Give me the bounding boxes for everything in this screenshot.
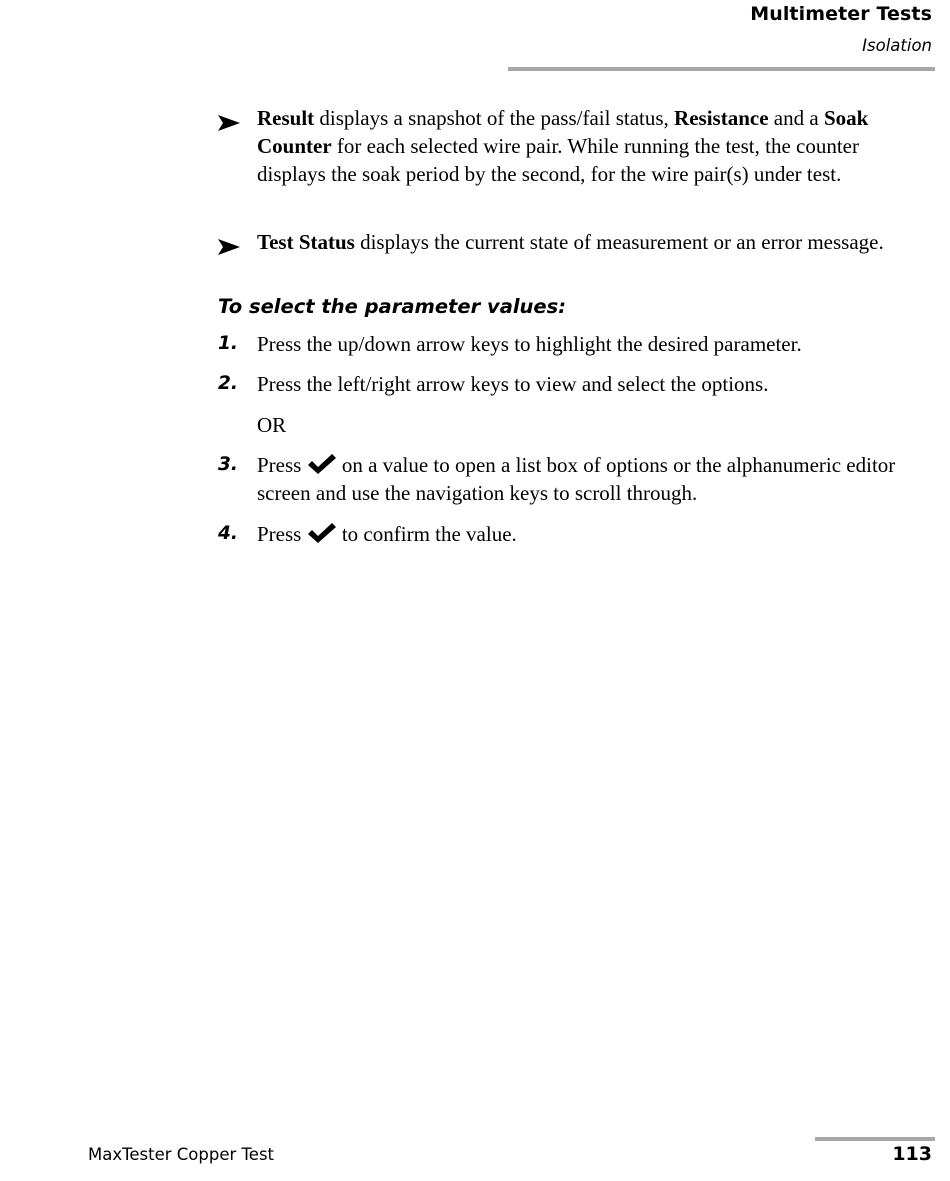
page-number: 113 [892,1143,932,1165]
arrowhead-bullet-icon [218,234,240,250]
bullet-text [257,228,930,256]
step-text [257,451,930,507]
bullet-item-result [218,104,930,188]
bullet-text [257,104,930,188]
bullet-text-part: displays a snapshot of the pass/fail status, [314,106,675,130]
header-divider [508,67,935,71]
procedure-step-3 [218,451,930,507]
arrowhead-bullet-icon [218,110,240,126]
procedure-step-4 [218,520,930,548]
bullet-item-test-status [218,228,930,256]
term-soak-counter: Soak Counter [257,106,869,158]
procedure-or-line [218,411,930,439]
checkmark-icon [307,453,337,475]
term-resistance: Resistance [674,106,769,130]
or-text: OR [257,413,287,437]
bullet-text-part: displays the current state of measurement or an error message. [354,230,884,254]
term-test-status: Test Status [257,230,355,254]
step-text [257,520,930,548]
footer-manual-title: MaxTester Copper Test [88,1145,275,1164]
section-title: Isolation [862,36,932,55]
step-number: 4. [218,523,238,544]
step-number: 2. [218,373,238,394]
step-text: Press the left/right arrow keys to view and select the options. [257,372,769,396]
bullet-text-part: for each selected wire pair. While running the test, the counter displays the soak period by the second, for the wire pair(s) under test. [257,134,859,186]
checkmark-icon [307,522,337,544]
step-number: 3. [218,454,238,475]
procedure-title: To select the parameter values: [218,295,567,318]
procedure-step-2 [218,370,930,398]
step-text: Press the up/down arrow keys to highlight the desired parameter. [257,332,802,356]
bullet-text-part: and a [768,106,824,130]
chapter-title: Multimeter Tests [750,3,932,25]
footer-divider [815,1137,935,1141]
step-text-part: to confirm the value. [336,522,517,546]
step-text-part: on a value to open a list box of options or the alphanumeric editor screen and use the navigation keys to scroll through. [257,453,896,505]
step-text-part: Press [257,453,307,477]
term-result: Result [257,106,315,130]
procedure-step-1 [218,330,930,358]
step-text-part: Press [257,522,307,546]
step-number: 1. [218,333,238,354]
